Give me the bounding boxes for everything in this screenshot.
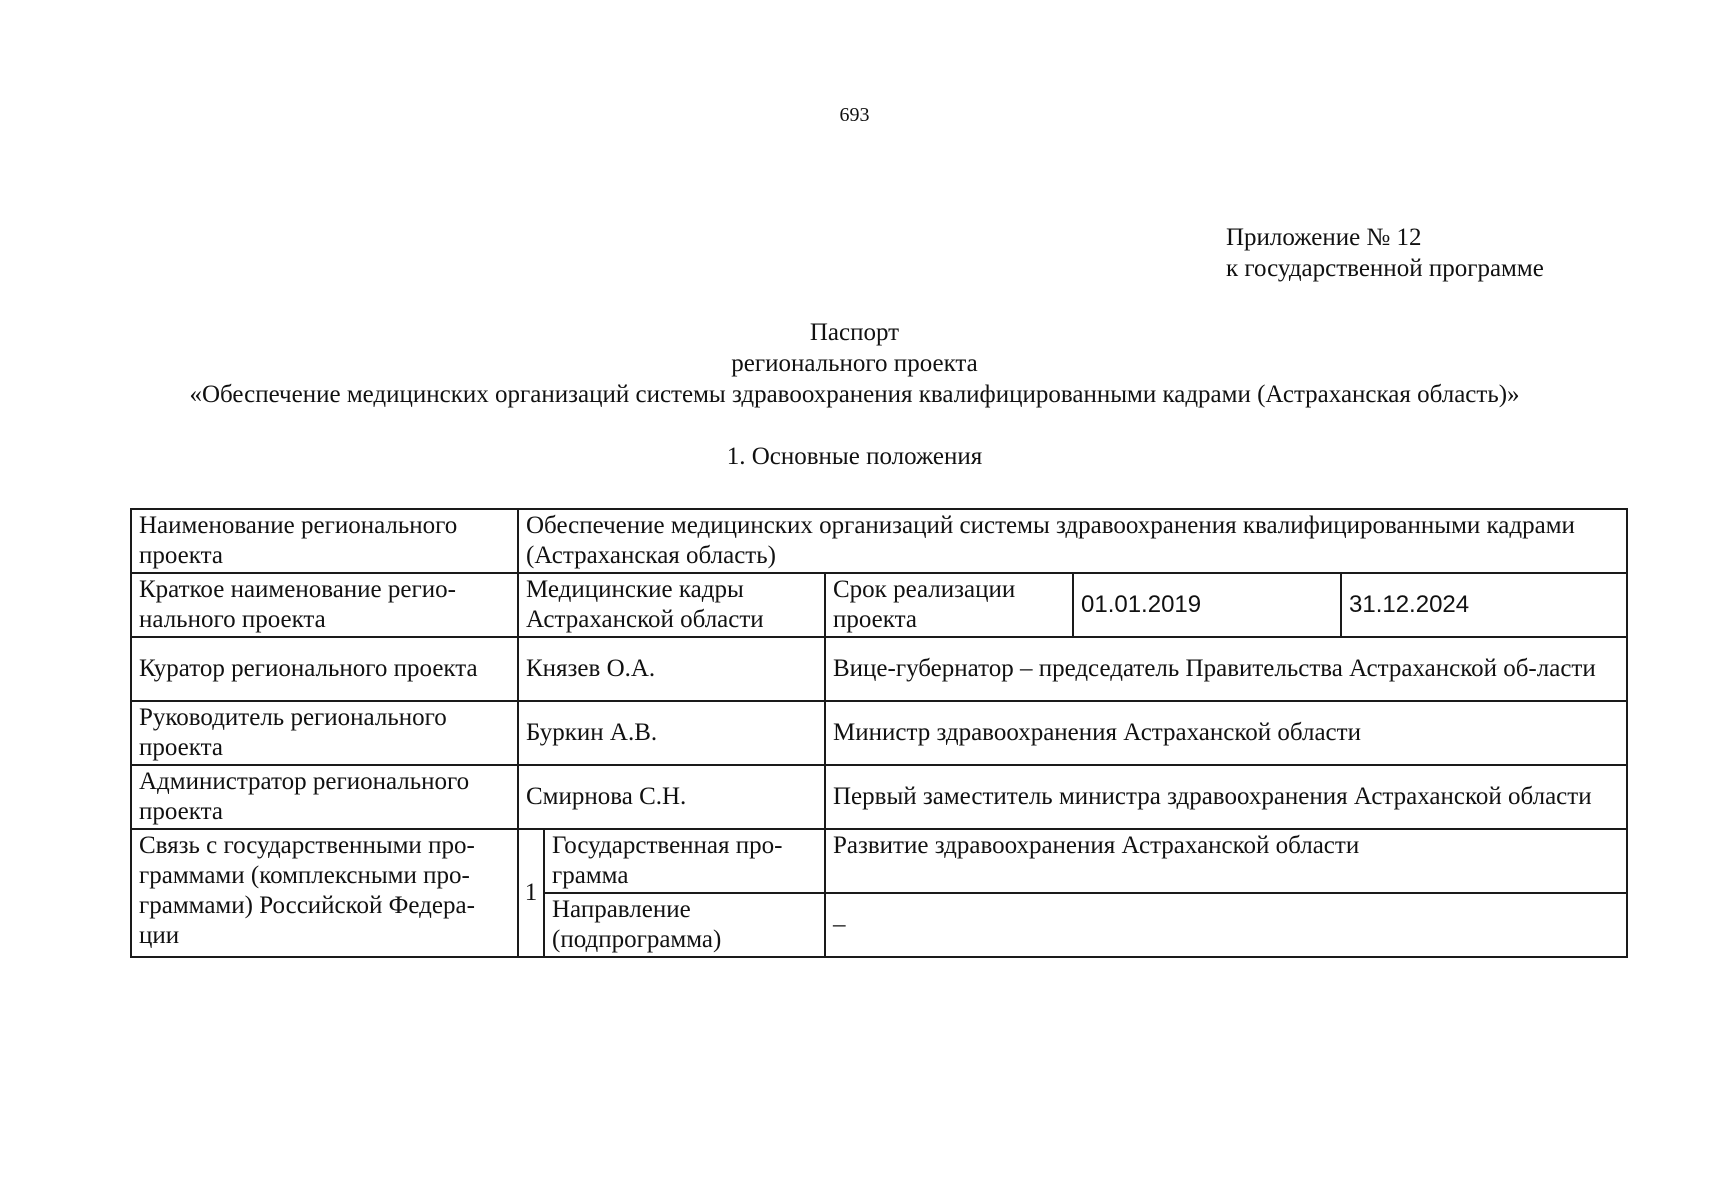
table-row [131,829,1627,893]
document-title [0,317,1709,410]
title-line-1: Паспорт [809,319,900,346]
link-label-cell: Связь с государственными про-граммами (комплексными про-граммами) Российской Федера-ции [131,829,518,957]
name-value-cell: Обеспечение медицинских организаций системы здравоохранения квалифицированными кадрами (Астраханская область) [518,509,1627,573]
table-row [131,573,1627,637]
appendix-note [1226,222,1544,284]
admin-label-cell: Администратор регионального проекта [131,765,518,829]
direction-value-cell: – [825,893,1627,957]
head-position-cell: Министр здравоохранения Астраханской области [825,701,1627,765]
table-row [131,765,1627,829]
period-label-cell: Срок реализации проекта [825,573,1073,637]
table-row [131,701,1627,765]
direction-label-cell: Направление (подпрограмма) [544,893,825,957]
section-heading: 1. Основные положения [726,443,983,470]
head-name-cell: Буркин А.В. [518,701,825,765]
appendix-line-1: Приложение № 12 [1226,224,1422,251]
title-line-3: «Обеспечение медицинских организаций системы здравоохранения квалифицированными кадрами (Астраханская область)» [189,381,1520,408]
short-name-value-cell: Медицинские кадры Астраханской области [518,573,825,637]
appendix-line-2: к государственной программе [1226,255,1544,282]
title-line-2: регионального проекта [731,350,978,377]
short-name-label-cell: Краткое наименование регио-нального проекта [131,573,518,637]
name-label-cell: Наименование регионального проекта [131,509,518,573]
admin-position-cell: Первый заместитель министра здравоохранения Астраханской области [825,765,1627,829]
page-number: 693 [839,104,870,126]
table-row [131,509,1627,573]
curator-label-cell: Куратор регионального проекта [131,637,518,701]
table-row [131,637,1627,701]
curator-position-cell: Вице-губернатор – председатель Правительства Астраханской об-ласти [825,637,1627,701]
head-label-cell: Руководитель регионального проекта [131,701,518,765]
state-program-value-cell: Развитие здравоохранения Астраханской области [825,829,1627,893]
passport-table [130,508,1628,958]
period-start-cell: 01.01.2019 [1073,573,1341,637]
period-end-cell: 31.12.2024 [1341,573,1627,637]
admin-name-cell: Смирнова С.Н. [518,765,825,829]
link-number-cell: 1 [518,829,544,957]
curator-name-cell: Князев О.А. [518,637,825,701]
state-program-label-cell: Государственная про-грамма [544,829,825,893]
